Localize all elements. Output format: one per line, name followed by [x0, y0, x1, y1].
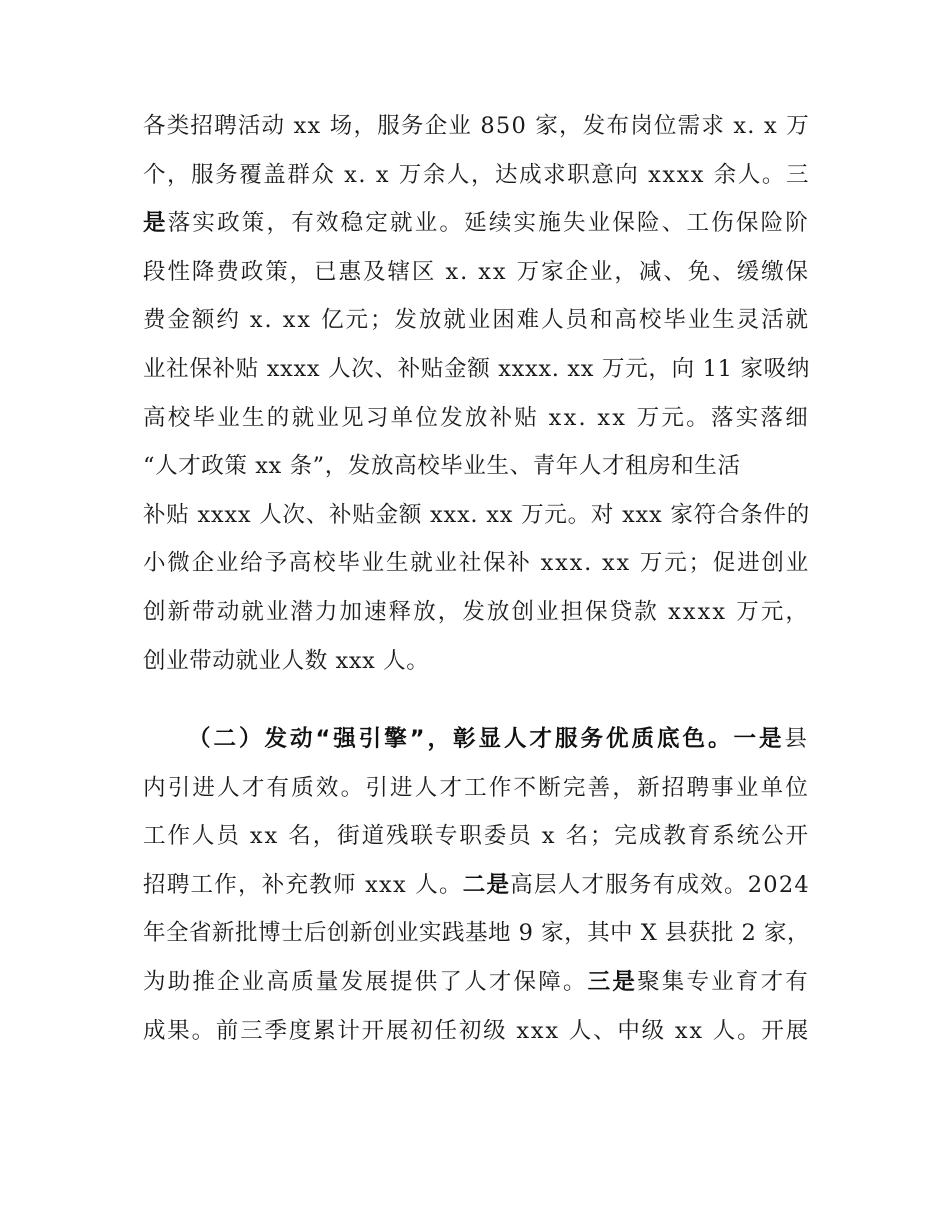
text-segment: 费金额约 x. xx 亿元；发放就业困难人员和高校毕业生灵活就 — [143, 307, 810, 334]
text-segment: 成果。前三季度累计开展初任初级 xxx 人、中级 xx 人。开展 — [143, 1017, 810, 1044]
text-line — [143, 821, 810, 851]
text-line — [143, 1016, 810, 1046]
text-line — [143, 111, 810, 141]
text-segment: 招聘工作，补充教师 xxx 人。 — [143, 871, 463, 898]
text-segment: 小微企业给予高校毕业生就业社保补 xxx. xx 万元；促进创业 — [143, 550, 810, 577]
text-line — [143, 918, 810, 948]
bold-text-segment: （二）发动“强引擎”，彰显人才服务优质底色。一是 — [188, 726, 785, 752]
text-segment: 高层人才服务有成效。2024 — [510, 871, 810, 898]
text-line — [143, 548, 810, 578]
text-line — [143, 403, 810, 433]
text-segment: 落实政策，有效稳定就业。延续实施失业保险、工伤保险阶 — [167, 210, 810, 237]
text-segment: 年全省新批博士后创新创业实践基地 9 家，其中 X 县获批 2 家， — [143, 920, 810, 947]
bold-text-segment: 二是 — [462, 871, 511, 898]
text-segment: 创业带动就业人数 xxx 人。 — [143, 647, 430, 674]
text-segment: “人才政策 xx 条”，发放高校毕业生、青年人才租房和生活 — [143, 453, 741, 480]
text-segment: 个，服务覆盖群众 x. x 万余人，达成求职意向 xxxx 余人。三 — [143, 161, 810, 188]
text-segment: 高校毕业生的就业见习单位发放补贴 xx. xx 万元。落实落细 — [143, 404, 810, 431]
text-line — [143, 305, 810, 335]
bold-text-segment: 三是 — [587, 969, 638, 995]
text-line — [143, 208, 810, 238]
text-line — [143, 597, 810, 627]
text-line — [188, 724, 810, 754]
text-segment: 县 — [784, 726, 810, 752]
text-segment: 各类招聘活动 xx 场，服务企业 850 家，发布岗位需求 x. x 万 — [143, 113, 810, 139]
text-segment: 补贴 xxxx 人次、补贴金额 xxx. xx 万元。对 xxx 家符合条件的 — [143, 501, 810, 528]
text-line — [143, 870, 810, 900]
text-line — [143, 160, 810, 190]
text-segment: 段性降费政策，已惠及辖区 x. xx 万家企业，减、免、缓缴保 — [143, 258, 810, 285]
text-segment: 工作人员 xx 名，街道残联专职委员 x 名；完成教育系统公开 — [143, 823, 810, 850]
text-line — [143, 500, 810, 530]
text-segment: 创新带动就业潜力加速释放，发放创业担保贷款 xxxx 万元， — [143, 599, 810, 625]
text-segment: 内引进人才有质效。引进人才工作不断完善，新招聘事业单位 — [143, 774, 810, 801]
text-line — [143, 257, 810, 287]
text-line — [143, 773, 810, 803]
text-segment: 聚集专业育才有 — [637, 969, 810, 995]
text-line — [143, 354, 810, 384]
text-segment: 业社保补贴 xxxx 人次、补贴金额 xxxx. xx 万元，向 11 家吸纳 — [143, 356, 810, 382]
bold-text-segment: 是 — [143, 210, 168, 237]
text-line — [143, 967, 810, 997]
text-segment: 为助推企业高质量发展提供了人才保障。 — [143, 969, 588, 995]
text-line — [143, 646, 429, 676]
text-line — [143, 451, 741, 481]
